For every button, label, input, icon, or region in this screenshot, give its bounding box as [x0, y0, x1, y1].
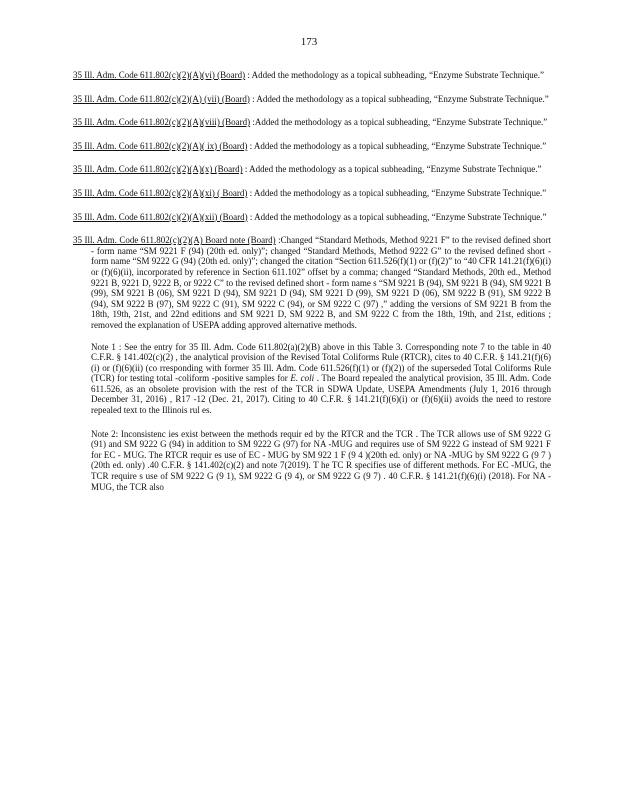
entry-text: :Added the methodology as a topical subheading, “Enzyme Substrate Technique.”	[250, 117, 548, 128]
entry-text: : Added the methodology as a topical subheading, “Enzyme Substrate Technique.”	[242, 164, 542, 175]
table-entry	[73, 117, 551, 128]
note-1-text: Note 1 : See the entry for 35 Ill. Adm. Code 611.802(a)(2)(B) above in this Table 3. Corresponding note 7 to the table in 40 C.F.R. § 141.402(c)(2) , the analytical provision of the Revised Total Coliforms Rule (RTCR), cites to 40 C.F.R. § 141.21(f)(6)(i) or (f)(6)(ii) (co rresponding with former 35 Ill. Adm. Code 611.526(f)(1) or (f)(2)) of the superseded Total Coliforms Rule (TCR) for testing total -coliform -positive samples for	[91, 341, 551, 384]
table-entry	[73, 141, 551, 152]
note-1-text-middle: . The Board repealed the analytical provision, 35 Ill. Adm. Code 611.526, as an obsolete provision with the rest of the TCR in	[91, 373, 551, 394]
entry-text: : Added the methodology as a topical subheading, “Enzyme Substrate Technique.”	[247, 211, 547, 222]
entry-citation: 35 Ill. Adm. Code 611.802(c)(2)(A)(x) (Board)	[73, 164, 243, 175]
entry-text: : Added the methodology as a topical subheading, “Enzyme Substrate Technique.”	[247, 187, 547, 198]
table-entry	[73, 212, 551, 223]
table-entry	[73, 235, 551, 330]
note-2: Note 2: Inconsistenc ies exist between the methods requir ed by the RTCR and the TCR . The TCR allows use of SM 9222 G (91) and SM 9222 G (94) in addition to SM 9222 G (97) for NA -MUG and requires use of SM 9222 G instead of SM 9221 F for EC - MUG. The RTCR requir es use of EC - MUG by SM 922 1 F (9 4 )(20th ed. only) or NA -MUG by SM 9222 G (9 7 )(20th ed. only) .40 C.F.R. § 141.402(c)(2) and note 7(2019). T he TC R specifies use of different methods. For EC -MUG, the TCR require s use of SM 9222 G (9 1), SM 9222 G (9 4), or SM 9222 G (9 7) . 40 C.F.R. § 141.21(f)(6)(i) (2018). For NA - MUG, the TCR also	[91, 428, 551, 492]
note-1-text-end: , R17 -12 (Dec. 21, 2017). Citing to 40 C.F.R. § 141.21(f)(6)(i) or (f)(6)(ii) avoids the need to restore repealed text to the Illinois rul es.	[91, 394, 551, 416]
note-1	[91, 342, 551, 416]
note-1-italic: E. coli	[290, 373, 315, 384]
entry-citation: 35 Ill. Adm. Code 611.802(c)(2)(A) Board note (Board)	[73, 235, 276, 246]
entry-citation: 35 Ill. Adm. Code 611.802(c)(2)(A)(xi) ( Board)	[73, 187, 248, 198]
entry-citation: 35 Ill. Adm. Code 611.802(c)(2)(A)(viii) (Board)	[73, 117, 251, 128]
entry-text: : Added the methodology as a topical subheading, “Enzyme Substrate Technique.”	[247, 140, 547, 151]
page-number: 173	[300, 36, 318, 48]
entry-text: :Changed “Standard Methods, Method 9221 F” to the revised defined short - form name “SM 9221 F (94) (20th ed. only)”; changed “Standard Methods, Method 9222 G” to the revised defined short - form name “SM 9222 G (94) (20th ed. only)”; changed the citation “Section 611.526(f)(1) or (f)(2)” to “40 CFR 141.21(f)(6)(i) or (f)(6)(ii), incorporated by reference in Section 611.102” offset by a comma; changed “Standard Methods, 20th ed., Method 9221 B, 9221 D, 9222 B, or 9222 C” to the revised defined short - form name s “SM 9221 B (94), SM 9221 B (94), SM 9221 B (99), SM 9221 B (06), SM 9221 D (94), SM 9221 D (94), SM 9221 D (99), SM 9221 D (06), SM 9222 B (91), SM 9222 B (94), SM 9222 B (97), SM 9222 C (91), SM 9222 C (94), or SM 9222 C (97) ,” adding the versions of SM 9221 B from the 18th, 19th, 21st, and 22nd editions and SM 9221 D, SM 9222 B, and SM 9222 C from the 18th, 19th, and 21st, editions ; removed the explanation of USEPA adding approved alternative methods.	[91, 235, 552, 330]
entry-citation: 35 Ill. Adm. Code 611.802(c)(2)(A)(xii) (Board)	[73, 211, 248, 222]
entry-text: : Added the methodology as a topical subheading, “Enzyme Substrate Technique.”	[249, 93, 549, 104]
table-entry	[73, 94, 551, 105]
table-entry	[73, 70, 551, 81]
entry-citation: 35 Ill. Adm. Code 611.802(c)(2)(A) (vii) (Board)	[73, 93, 250, 104]
entry-citation: 35 Ill. Adm. Code 611.802(c)(2)(A)( ix) (Board)	[73, 140, 248, 151]
table-entry	[73, 164, 551, 175]
document-body	[73, 70, 551, 505]
note-1-underlined-citation: SDWA Update, USEPA Amendments (July 1, 2016 through December 31, 2016)	[91, 383, 551, 405]
entry-text: : Added the methodology as a topical subheading, “Enzyme Substrate Technique.”	[245, 70, 545, 80]
table-entry	[73, 188, 551, 199]
entry-citation: 35 Ill. Adm. Code 611.802(c)(2)(A)(vi) (Board)	[73, 70, 246, 80]
